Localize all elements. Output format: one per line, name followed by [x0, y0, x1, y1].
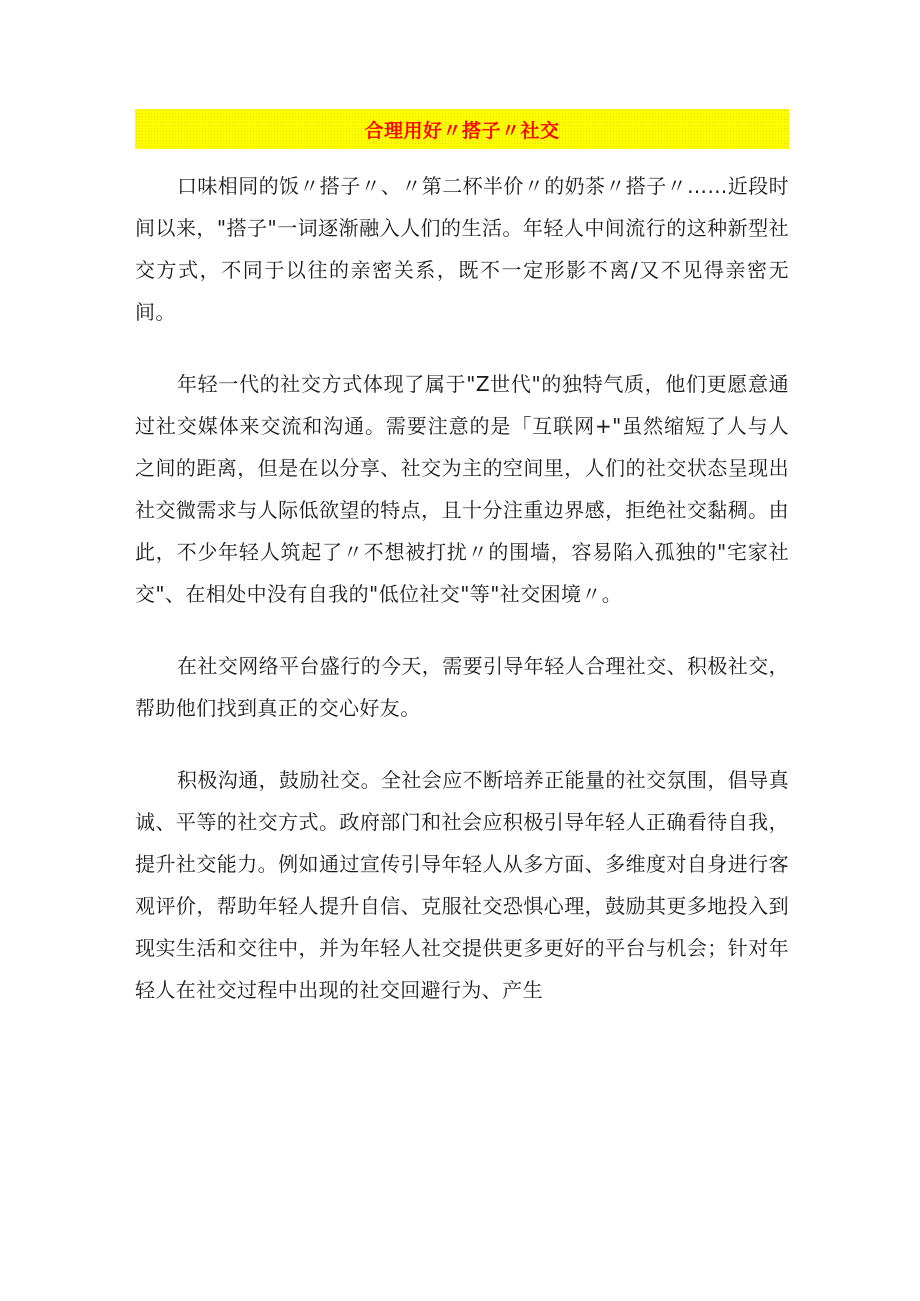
document-body [135, 165, 789, 1041]
title-banner [135, 109, 789, 149]
document-title: 合理用好〃搭子〃社交 [364, 119, 560, 142]
paragraph-1: 口味相同的饭〃搭子〃、〃第二杯半价〃的奶茶〃搭子〃……近段时间以来，"搭子"一词逐渐融入人们的生活。年轻人中间流行的这种新型社交方式，不同于以往的亲密关系，既不一定形影不离/又不见得亲密无间。 [135, 174, 789, 324]
paragraph-4: 积极沟通，鼓励社交。全社会应不断培养正能量的社交氛围，倡导真诚、平等的社交方式。政府部门和社会应积极引导年轻人正确看待自我，提升社交能力。例如通过宣传引导年轻人从多方面、多维度对自身进行客观评价，帮助年轻人提升自信、克服社交恐惧心理，鼓励其更多地投入到现实生活和交往中，并为年轻人社交提供更多更好的平台与机会；针对年轻人在社交过程中出现的社交回避行为、产生 [135, 768, 789, 1002]
paragraph-3: 在社交网络平台盛行的今天，需要引导年轻人合理社交、积极社交，帮助他们找到真正的交心好友。 [135, 654, 789, 720]
paragraph-2: 年轻一代的社交方式体现了属于"Z世代"的独特气质，他们更愿意通过社交媒体来交流和沟通。需要注意的是「互联网+"虽然缩短了人与人之间的距离，但是在以分享、社交为主的空间里，人们的社交状态呈现出社交微需求与人际低欲望的特点，且十分注重边界感，拒绝社交黏稠。由此，不少年轻人筑起了〃不想被打扰〃的围墙，容易陷入孤独的"宅家社交"、在相处中没有自我的"低位社交"等"社交困境〃。 [135, 372, 789, 606]
